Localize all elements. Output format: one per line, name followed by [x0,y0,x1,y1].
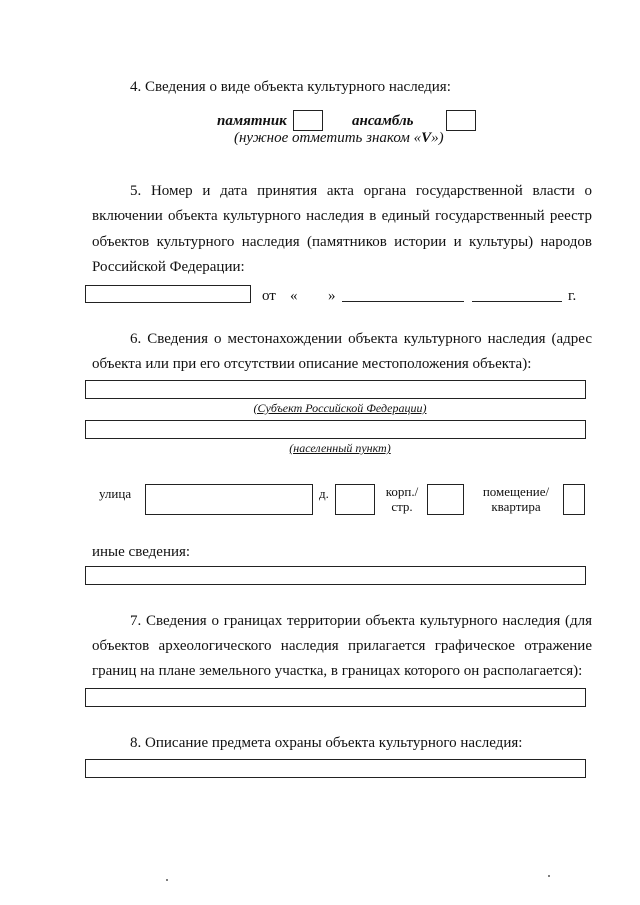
act-date-from-label: от [262,288,276,304]
section5-line1: 5. Номер и дата принятия акта органа государственной власти о [130,183,592,199]
section7-line2: объектов археологического наследия прилагается графическое отражение [92,638,592,654]
protection-subject-field[interactable] [85,759,586,778]
act-date-year-suffix: г. [568,288,577,304]
section6-line1: 6. Сведения о местонахождении объекта культурного наследия (адрес [130,331,592,347]
locality-caption: (населенный пункт) [289,441,391,455]
monument-option-label: памятник [217,113,287,129]
act-date-month-line[interactable] [342,301,464,302]
section8-heading: 8. Описание предмета охраны объекта культурного наследия: [130,735,523,751]
street-label: улица [99,486,132,501]
other-info-label: иные сведения: [92,544,191,560]
scan-speck [166,879,168,881]
boundaries-field[interactable] [85,688,586,707]
room-label-1: помещение/ [482,484,550,499]
other-info-field[interactable] [85,566,586,585]
room-label-2: квартира [491,499,541,514]
subject-caption: (Субъект Российской Федерации) [253,401,427,415]
house-label: д. [319,486,329,501]
act-number-field[interactable] [85,285,251,303]
section7-line1: 7. Сведения о границах территории объекта культурного наследия (для [130,613,592,629]
ensemble-checkbox[interactable] [446,110,476,131]
locality-field[interactable] [85,420,586,439]
selection-hint-open: (нужное отметить знаком « [234,130,422,146]
act-date-quote-open: « [290,288,298,304]
subject-field[interactable] [85,380,586,399]
selection-hint-close: ») [431,130,444,146]
room-field[interactable] [563,484,585,515]
building-label-1: корп./ [385,484,419,499]
act-date-year-line[interactable] [472,301,562,302]
section5-line2: включении объекта культурного наследия в единый государственный реестр [92,208,592,224]
section5-line4: Российской Федерации: [92,259,245,275]
building-field[interactable] [427,484,464,515]
selection-hint [234,127,444,149]
act-date-quote-close: » [328,288,336,304]
house-field[interactable] [335,484,375,515]
scan-speck [548,875,550,877]
building-label-2: стр. [391,499,413,514]
section6-line2: объекта или при его отсутствии описание местоположения объекта): [92,356,532,372]
ensemble-option-label: ансамбль [352,113,414,129]
section7-line3: границ на плане земельного участка, в границах которого он располагается): [92,663,583,679]
section5-line3: объектов культурного наследия (памятников истории и культуры) народов [92,234,592,250]
street-field[interactable] [145,484,313,515]
section4-heading: 4. Сведения о виде объекта культурного наследия: [130,79,451,95]
selection-hint-mark: V [421,130,432,146]
